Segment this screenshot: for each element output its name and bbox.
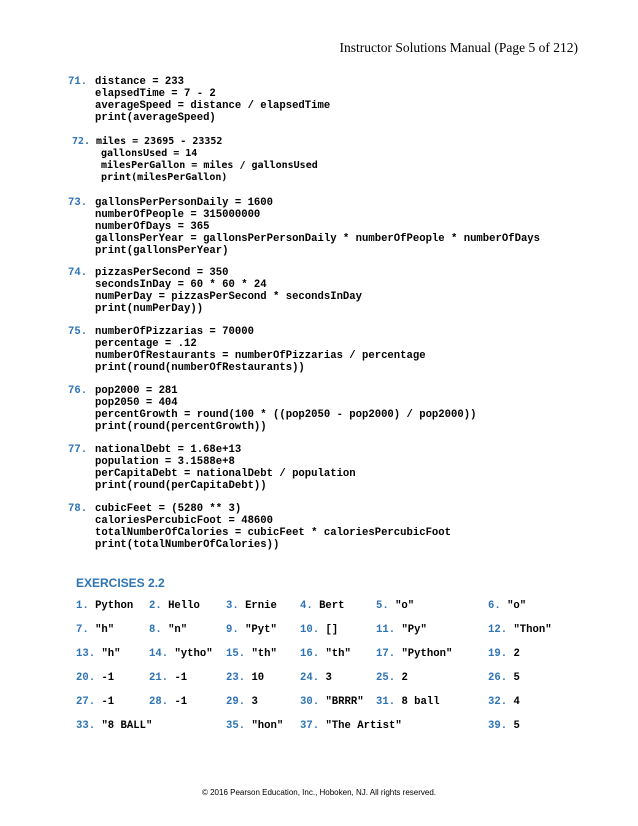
- copyright-footer: © 2016 Pearson Education, Inc., Hoboken, NJ. All rights reserved.: [201, 788, 437, 797]
- exercise-answer: 17. "Python": [376, 648, 453, 660]
- code-line: milesPerGallon = miles / gallonsUsed: [101, 160, 318, 172]
- exercise-answer: 32. 4: [488, 696, 520, 708]
- exercise-answer: 27. -1: [76, 696, 115, 708]
- code-line: gallonsPerYear = gallonsPerPersonDaily * numberOfPeople * numberOfDays: [95, 233, 541, 246]
- problem-number: 76.: [68, 385, 88, 397]
- problem-number: 74.: [68, 267, 88, 279]
- exercise-row: [0, 672, 638, 686]
- exercise-answer: 8. "n": [149, 624, 188, 636]
- page-header: Instructor Solutions Manual (Page 5 of 212): [339, 40, 578, 55]
- code-line: 72. miles = 23695 - 23352: [72, 136, 223, 147]
- exercise-row: [0, 696, 638, 710]
- code-line: totalNumberOfCalories = cubicFeet * caloriesPercubicFoot: [95, 527, 452, 540]
- problem-75: [68, 326, 588, 374]
- exercises-heading: EXERCISES 2.2: [76, 576, 165, 590]
- code-line: percentage = .12: [95, 338, 197, 351]
- code-line: numberOfRestaurants = numberOfPizzarias / percentage: [95, 350, 426, 363]
- code-line: print(gallonsPerYear): [95, 245, 229, 258]
- code-line: print(round(percentGrowth)): [95, 421, 267, 434]
- problem-number: 72.: [72, 136, 91, 147]
- exercise-answer: 13. "h": [76, 648, 121, 660]
- problem-number: 77.: [68, 444, 88, 456]
- exercise-answer: 30. "BRRR": [300, 696, 364, 708]
- problem-76: [68, 385, 588, 433]
- problem-77: [68, 444, 588, 492]
- exercise-answer: 39. 5: [488, 720, 520, 732]
- code-line: numPerDay = pizzasPerSecond * secondsInDay: [95, 291, 363, 304]
- exercise-answer: 4. Bert: [300, 600, 345, 612]
- exercise-answer: 26. 5: [488, 672, 520, 684]
- exercise-answer: 14. "ytho": [149, 648, 213, 660]
- exercise-answer: 28. -1: [149, 696, 188, 708]
- exercise-answer: 24. 3: [300, 672, 332, 684]
- code-line: pop2050 = 404: [95, 397, 178, 410]
- code-line: perCapitaDebt = nationalDebt / population: [95, 468, 356, 481]
- exercise-answer: 11. "Py": [376, 624, 427, 636]
- problem-71: [68, 76, 588, 124]
- exercise-answer: 1. Python: [76, 600, 134, 612]
- code-line: 75. numberOfPizzarias = 70000: [68, 326, 254, 338]
- code-line: numberOfPeople = 315000000: [95, 209, 261, 222]
- exercise-answer: 10. []: [300, 624, 339, 636]
- exercise-answer: 2. Hello: [149, 600, 200, 612]
- problem-73: [68, 197, 588, 257]
- code-line: 77. nationalDebt = 1.68e+13: [68, 444, 242, 456]
- problem-number: 78.: [68, 503, 88, 515]
- exercise-answer: 19. 2: [488, 648, 520, 660]
- code-line: 74. pizzasPerSecond = 350: [68, 267, 229, 279]
- exercise-answer: 35. "hon": [226, 720, 284, 732]
- exercise-answer: 31. 8 ball: [376, 696, 440, 708]
- exercise-answer: 16. "th": [300, 648, 351, 660]
- exercise-answer: 6. "o": [488, 600, 527, 612]
- code-line: gallonsUsed = 14: [101, 148, 198, 160]
- exercise-answer: 3. Ernie: [226, 600, 277, 612]
- code-line: 73. gallonsPerPersonDaily = 1600: [68, 197, 274, 209]
- problem-72: [72, 136, 592, 184]
- code-line: secondsInDay = 60 * 60 * 24: [95, 279, 267, 292]
- code-line: numberOfDays = 365: [95, 221, 210, 234]
- exercise-answer: 5. "o": [376, 600, 415, 612]
- exercise-answer: 20. -1: [76, 672, 115, 684]
- exercise-row: [0, 600, 638, 614]
- problem-74: [68, 267, 588, 315]
- code-line: population = 3.1588e+8: [95, 456, 235, 469]
- exercise-row: [0, 720, 638, 734]
- exercise-answer: 29. 3: [226, 696, 258, 708]
- exercise-answer: 37. "The Artist": [300, 720, 402, 732]
- code-line: print(numPerDay)): [95, 303, 204, 316]
- problem-number: 71.: [68, 76, 88, 88]
- code-line: caloriesPercubicFoot = 48600: [95, 515, 274, 528]
- exercise-answer: 33. "8 BALL": [76, 720, 153, 732]
- code-line: averageSpeed = distance / elapsedTime: [95, 100, 331, 113]
- problem-78: [68, 503, 588, 551]
- code-line: elapsedTime = 7 - 2: [95, 88, 216, 101]
- exercise-answer: 9. "Pyt": [226, 624, 277, 636]
- exercise-answer: 25. 2: [376, 672, 408, 684]
- exercise-answer: 21. -1: [149, 672, 188, 684]
- code-line: print(averageSpeed): [95, 112, 216, 125]
- exercise-row: [0, 624, 638, 638]
- exercise-answer: 23. 10: [226, 672, 265, 684]
- exercise-answer: 7. "h": [76, 624, 115, 636]
- problem-number: 75.: [68, 326, 88, 338]
- code-line: 76. pop2000 = 281: [68, 385, 178, 397]
- code-line: 71. distance = 233: [68, 76, 185, 88]
- code-line: print(round(perCapitaDebt)): [95, 480, 267, 493]
- exercise-answer: 12. "Thon": [488, 624, 552, 636]
- exercise-answer: 15. "th": [226, 648, 277, 660]
- exercise-row: [0, 648, 638, 662]
- problem-number: 73.: [68, 197, 88, 209]
- code-line: print(totalNumberOfCalories)): [95, 539, 280, 552]
- code-line: print(milesPerGallon): [101, 172, 228, 184]
- code-line: print(round(numberOfRestaurants)): [95, 362, 305, 375]
- code-line: percentGrowth = round(100 * ((pop2050 - pop2000) / pop2000)): [95, 409, 477, 422]
- code-line: 78. cubicFeet = (5280 ** 3): [68, 503, 242, 515]
